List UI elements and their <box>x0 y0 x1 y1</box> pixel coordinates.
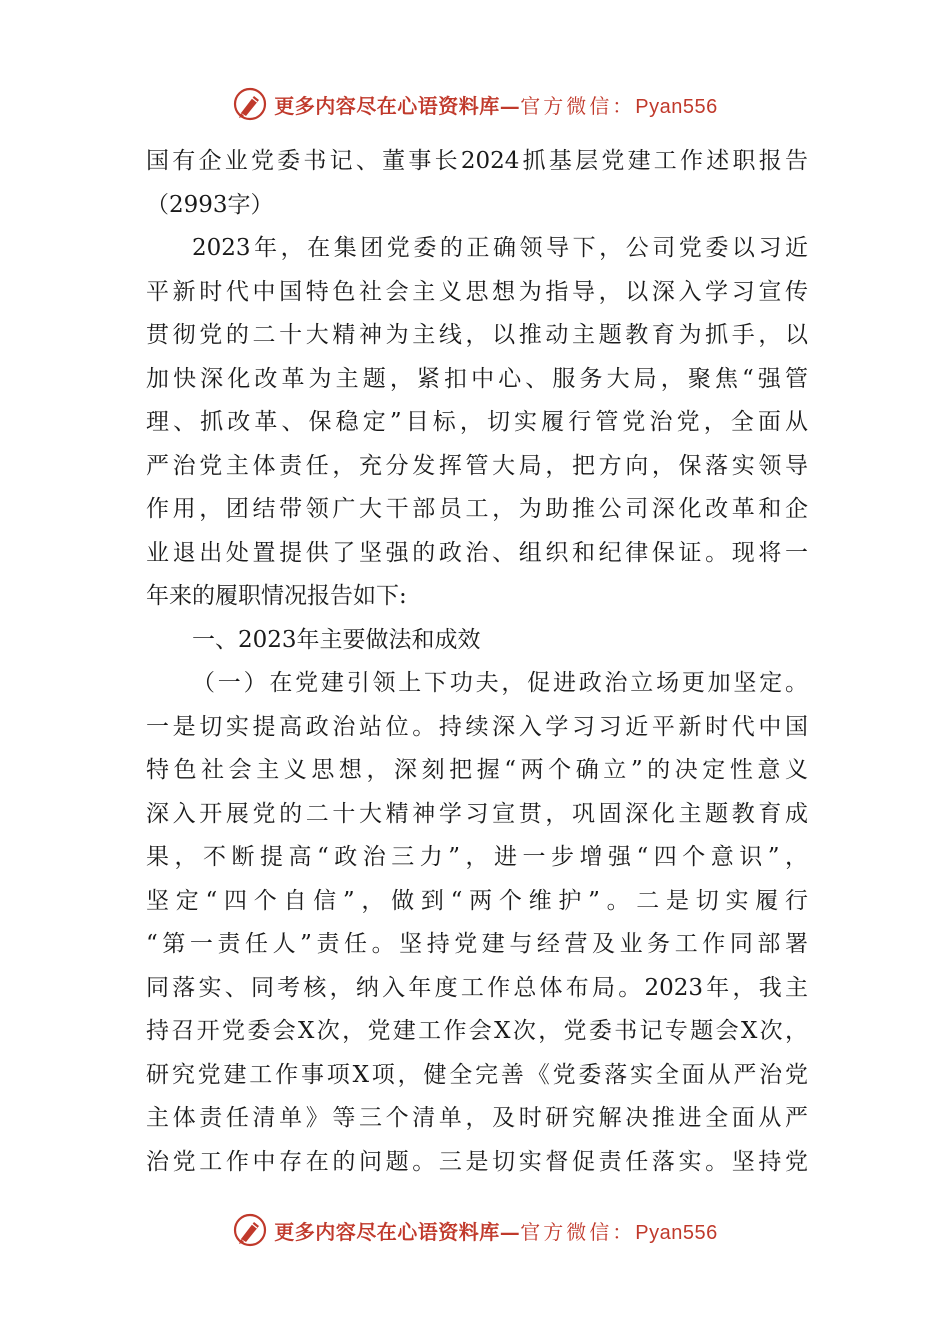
paragraph-line: 业退出处置提供了坚强的政治、组织和纪律保证。现将一 <box>146 539 808 566</box>
document-word-count: （2993字） <box>146 191 274 218</box>
paragraph-line: 严治党主体责任，充分发挥管大局，把方向，保落实领导 <box>146 452 808 479</box>
paragraph-line: 贯彻党的二十大精神为主线，以推动主题教育为抓手，以 <box>146 322 808 348</box>
paragraph-line: 深入开展党的二十大精神学习宣贯，巩固深化主题教育成 <box>146 800 808 827</box>
watermark-content <box>232 86 717 122</box>
document-title: 国有企业党委书记、董事长2024抓基层党建工作述职报告 <box>146 148 808 174</box>
pen-logo-icon <box>232 86 268 122</box>
watermark-banner-top <box>0 84 950 124</box>
watermark-main-text: 更多内容尽在心语资料库 <box>274 1219 500 1244</box>
paragraph-line: 主体责任清单》等三个清单，及时研究解决推进全面从严 <box>146 1105 808 1131</box>
paragraph-line: 特色社会主义思想，深刻把握“两个确立”的决定性意义 <box>146 757 808 783</box>
watermark-contact-id: Pyan556 <box>635 1221 718 1244</box>
paragraph-line: “第一责任人”责任。坚持党建与经营及业务工作同部署 <box>146 931 808 957</box>
watermark-contact-label: 官方微信： <box>520 93 636 118</box>
paragraph-line: 一是切实提高政治站位。持续深入学习习近平新时代中国 <box>146 713 808 740</box>
watermark-contact-id: Pyan556 <box>635 95 718 118</box>
paragraph-line: 理、抓改革、保稳定”目标，切实履行管党治党，全面从 <box>146 409 808 435</box>
pen-logo-icon <box>232 1212 268 1248</box>
paragraph-line: 平新时代中国特色社会主义思想为指导，以深入学习宣传 <box>146 278 808 305</box>
subsection-heading: （一）在党建引领上下功夫，促进政治立场更加坚定。 <box>192 670 808 696</box>
paragraph-line: 加快深化改革为主题，紧扣中心、服务大局，聚焦“强管 <box>146 365 808 392</box>
paragraph-line: 2023年，在集团党委的正确领导下，公司党委以习近 <box>192 235 808 261</box>
watermark-main-text: 更多内容尽在心语资料库 <box>274 93 500 118</box>
paragraph-line: 研究党建工作事项X项，健全完善《党委落实全面从严治党 <box>146 1061 808 1088</box>
paragraph-line: 持召开党委会X次，党建工作会X次，党委书记专题会X次， <box>146 1018 808 1044</box>
paragraph-line: 年来的履职情况报告如下: <box>146 583 407 609</box>
document-body <box>146 140 808 1184</box>
paragraph-line: 果，不断提高“政治三力”，进一步增强“四个意识”， <box>146 844 808 870</box>
paragraph-line: 同落实、同考核，纳入年度工作总体布局。2023年，我主 <box>146 974 808 1001</box>
paragraph-line: 治党工作中存在的问题。三是切实督促责任落实。坚持党 <box>146 1148 808 1175</box>
watermark-text <box>274 90 717 119</box>
watermark-separator: — <box>499 1219 521 1244</box>
watermark-banner-bottom <box>0 1210 950 1250</box>
watermark-contact-label: 官方微信： <box>520 1219 636 1244</box>
watermark-content <box>232 1212 717 1248</box>
watermark-separator: — <box>499 93 521 118</box>
paragraph-line: 坚定“四个自信”，做到“两个维护”。二是切实履行 <box>146 887 808 914</box>
section-heading: 一、2023年主要做法和成效 <box>192 626 481 653</box>
paragraph-line: 作用，团结带领广大干部员工，为助推公司深化改革和企 <box>146 496 808 522</box>
watermark-text <box>274 1216 717 1245</box>
